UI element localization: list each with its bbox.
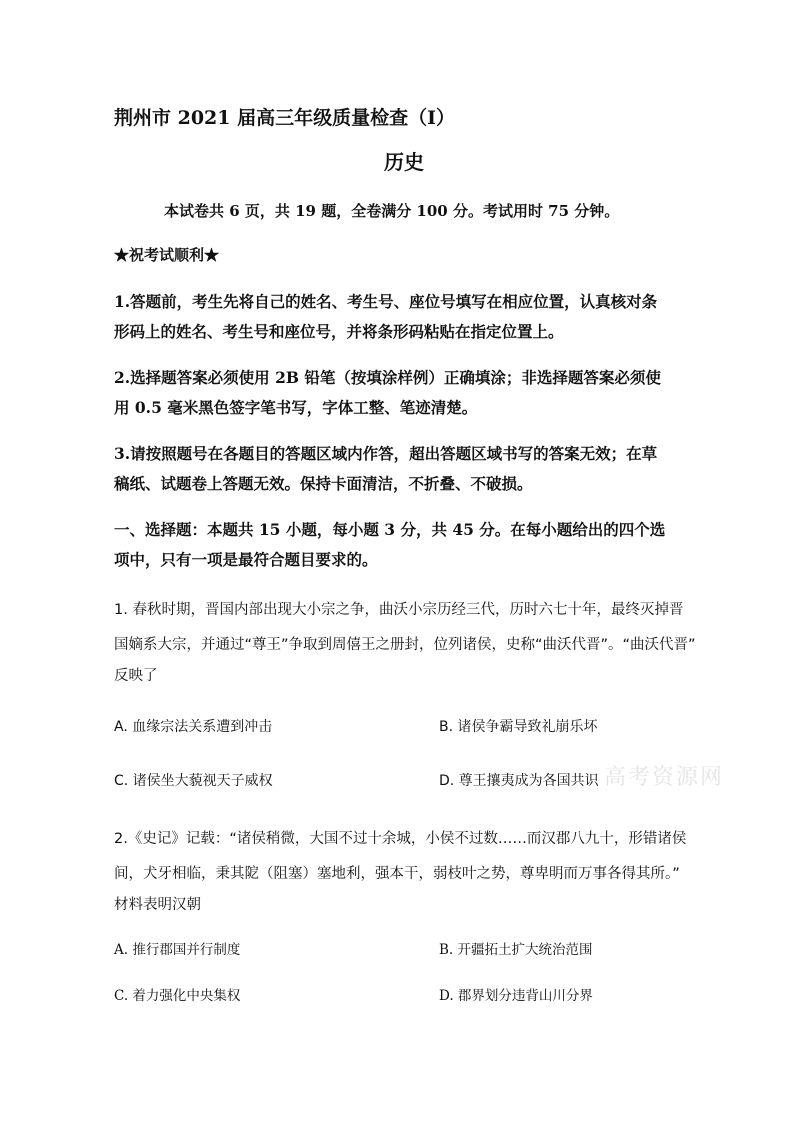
instruction-2-line-2: 用 0.5 毫米黑色签字笔书写，字体工整、笔迹清楚。	[114, 398, 478, 417]
instruction-3-line-1: 3.请按照题号在各题目的答题区域内作答，超出答题区域书写的答案无效；在草	[114, 444, 658, 463]
subject-heading: 历史	[384, 150, 424, 174]
question-2-stem-line-1: 2.《史记》记载：“诸侯稍微，大国不过十余城，小侯不过数……而汉郡八九十，形错诸侯	[114, 831, 687, 847]
question-2-option-d: D. 郡界划分违背山川分界	[439, 988, 593, 1004]
question-1-option-d: D. 尊王攘夷成为各国共识	[439, 773, 599, 789]
good-luck-note: ★祝考试顺利★	[114, 246, 220, 264]
section-heading-line-2: 项中，只有一项是最符合题目要求的。	[114, 550, 378, 569]
question-2-option-b: B. 开疆拓土扩大统治范围	[439, 942, 593, 958]
instruction-3-line-2: 稿纸、试题卷上答题无效。保持卡面清洁，不折叠、不破损。	[114, 474, 533, 493]
question-1-option-c: C. 诸侯坐大藐视天子威权	[114, 773, 273, 789]
question-2-option-c: C. 着力强化中央集权	[114, 988, 241, 1004]
question-1-option-a: A. 血缘宗法关系遭到冲击	[114, 719, 273, 735]
question-2-stem-line-3: 材料表明汉朝	[114, 897, 201, 913]
question-1-stem-line-2: 国嫡系大宗，并通过“尊王”争取到周僖王之册封，位列诸侯，史称“曲沃代晋”。“曲沃代晋”	[114, 637, 696, 653]
question-2-option-a: A. 推行郡国并行制度	[114, 942, 241, 958]
section-heading-line-1: 一、选择题：本题共 15 小题，每小题 3 分，共 45 分。在每小题给出的四个选	[114, 520, 666, 539]
exam-info: 本试卷共 6 页，共 19 题，全卷满分 100 分。考试用时 75 分钟。	[164, 202, 620, 220]
instruction-1-line-1: 1.答题前，考生先将自己的姓名、考生号、座位号填写在相应位置，认真核对条	[114, 292, 658, 311]
question-1-stem-line-1: 1. 春秋时期，晋国内部出现大小宗之争，曲沃小宗历经三代，历时六七十年，最终灭掉晋	[114, 602, 684, 618]
instruction-1-line-2: 形码上的姓名、考生号和座位号，并将条形码粘贴在指定位置上。	[114, 322, 564, 341]
question-1-option-b: B. 诸侯争霸导致礼崩乐坏	[439, 719, 598, 735]
page-title: 荆州市 2021 届高三年级质量检查（I）	[114, 107, 455, 129]
instruction-2-line-1: 2.选择题答案必须使用 2B 铅笔（按填涂样例）正确填涂；非选择题答案必须使	[114, 368, 661, 387]
question-1-stem-line-3: 反映了	[114, 668, 158, 684]
question-2-stem-line-2: 间，犬牙相临，秉其阸（阻塞）塞地利，强本干，弱枝叶之势，尊卑明而万事各得其所。”	[114, 866, 680, 882]
watermark: 高考资源网	[604, 765, 725, 790]
